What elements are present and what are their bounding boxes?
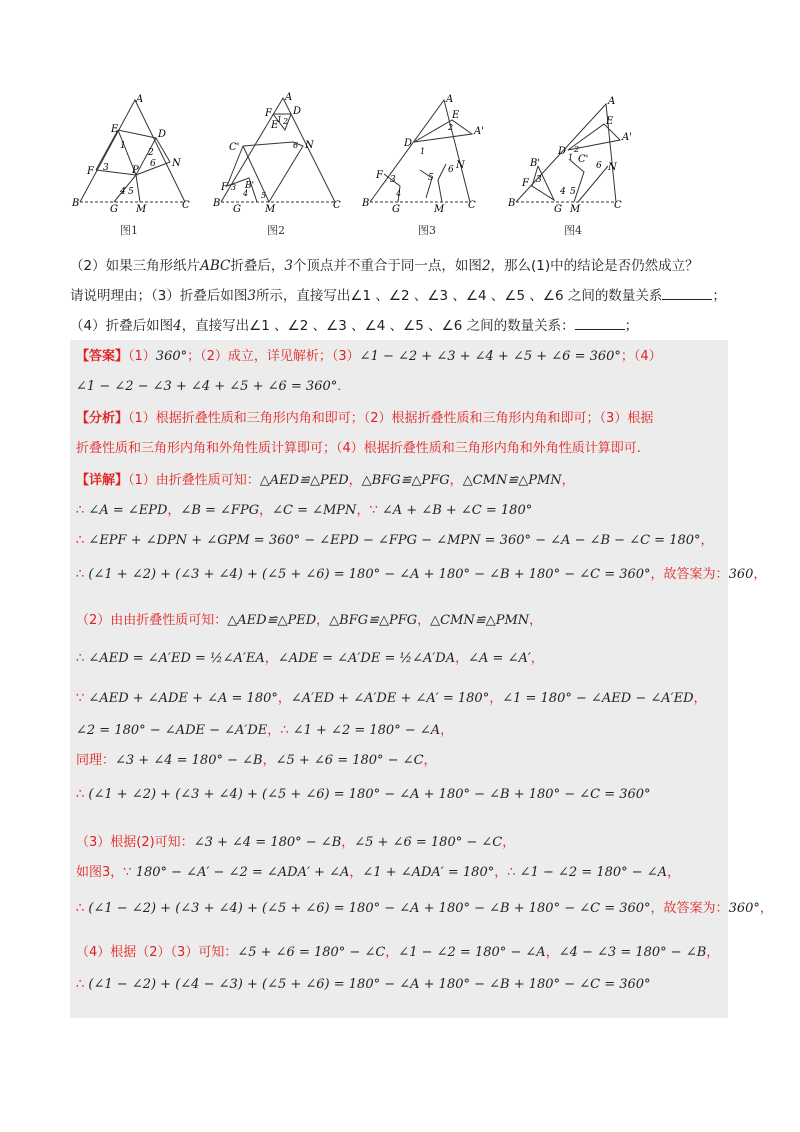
fig3-label: D: [404, 138, 413, 149]
fig1-label: 2: [148, 148, 154, 158]
fig4-label: A: [608, 96, 616, 107]
fig1-label: D: [158, 129, 167, 140]
fig3-label: 1: [420, 147, 426, 156]
detail-2-line-2: ∴ ∠AED = ∠A′ED = ½∠A′EA，∠ADE = ∠A′DE = ½∠A′DA，∠A = ∠A′，: [76, 651, 544, 666]
fig1-label: 3: [103, 163, 109, 173]
figure-caption: 图1: [120, 224, 138, 237]
answer-blank: [662, 287, 712, 300]
fig2-label: M: [265, 204, 276, 215]
fig4-label: 6: [596, 161, 602, 171]
fig4-label: G: [554, 204, 562, 215]
solution-box: [70, 340, 773, 1018]
fig1-label: C: [182, 200, 190, 211]
fig3-label: E: [452, 110, 460, 121]
fig4-label: F: [522, 178, 529, 189]
fig4-label: 1: [568, 153, 574, 162]
fig1-label: 6: [150, 159, 156, 169]
fig4-label: B': [530, 158, 541, 169]
fig3-label: C: [468, 200, 476, 211]
detail-2-line-1: （2）由由折叠性质可知：△AED≌△PED，△BFG≌△PFG，△CMN≌△PMN，: [76, 613, 543, 628]
fig2-label: F: [265, 108, 272, 119]
fig4-label: 5: [570, 187, 576, 197]
fig3-label: N: [456, 160, 465, 171]
detail-1-line-4: ∴ (∠1 + ∠2) + (∠3 + ∠4) + (∠5 + ∠6) = 180° − ∠A + 180° − ∠B + 180° − ∠C = 360°，故答案为：360，: [76, 567, 767, 582]
figures-row: [70, 90, 670, 240]
fig2-label: B: [213, 198, 221, 209]
question-line-3: （4）折叠后如图4，直接写出∠1 、∠2 、∠3 、∠4 、∠5 、∠6 之间的数量关系： ；: [70, 318, 639, 334]
figure-1: [70, 90, 195, 237]
detail-2-line-6: ∴ (∠1 + ∠2) + (∠3 + ∠4) + (∠5 + ∠6) = 180° − ∠A + 180° − ∠B + 180° − ∠C = 360°: [76, 787, 651, 802]
fig4-label: C: [614, 200, 622, 211]
fig4-label: E: [606, 116, 614, 127]
fig1-label: M: [136, 204, 147, 215]
fig2-label: 2: [283, 117, 289, 126]
fig2-label: C': [229, 142, 240, 153]
answer-line-2: ∠1 − ∠2 − ∠3 + ∠4 + ∠5 + ∠6 = 360°．: [76, 379, 351, 394]
analysis-line-1: 【分析】（1）根据折叠性质和三角形内角和即可；（2）根据折叠性质和三角形内角和即可；（3）根据: [76, 411, 654, 426]
detail-2-line-4: ∠2 = 180° − ∠ADE − ∠A′DE，∴ ∠1 + ∠2 = 180° − ∠A，: [76, 723, 454, 738]
fig3-label: 6: [448, 165, 454, 175]
question-line-1: （2）如果三角形纸片ABC折叠后，3个顶点并不重合于同一点，如图2，那么(1)中的结论是否仍然成立？: [70, 258, 699, 274]
fig1-label: G: [110, 204, 118, 215]
fig4-label: C': [578, 154, 589, 165]
fig2-label: B': [245, 181, 255, 191]
figure-4-diagram: [508, 90, 638, 220]
fig2-label: 4: [243, 189, 249, 198]
fig4-label: B: [508, 198, 516, 209]
answer-blank: [575, 317, 625, 330]
detail-4-line-1: （4）根据（2）（3）可知：∠5 + ∠6 = 180° − ∠C，∠1 − ∠2 = 180° − ∠A，∠4 − ∠3 = 180° − ∠B，: [76, 945, 720, 960]
fig2-label: 3: [231, 183, 237, 192]
fig2-label: 1: [277, 115, 283, 124]
fig1-label: 5: [128, 187, 134, 197]
fig3-label: G: [392, 204, 400, 215]
detail-2-line-3: ∵ ∠AED + ∠ADE + ∠A = 180°，∠A′ED + ∠A′DE + ∠A′ = 180°，∠1 = 180° − ∠AED − ∠A′ED，: [76, 691, 707, 706]
detail-3-line-3: ∴ (∠1 − ∠2) + (∠3 + ∠4) + (∠5 + ∠6) = 180° − ∠A + 180° − ∠B + 180° − ∠C = 360°，故答案为：360°，: [76, 901, 773, 916]
figure-4: [508, 90, 638, 237]
figure-caption: 图4: [564, 224, 582, 237]
fig4-label: M: [570, 204, 581, 215]
fig4-label: N: [608, 162, 617, 173]
detail-1-line-1: 【详解】（1）由折叠性质可知：△AED≌△PED，△BFG≌△PFG，△CMN≌△PMN，: [76, 473, 575, 488]
fig2-label: A: [285, 92, 293, 103]
detail-2-line-5: 同理：∠3 + ∠4 = 180° − ∠B，∠5 + ∠6 = 180° − ∠C，: [76, 753, 437, 768]
answer-line-1: 【答案】（1）360°；（2）成立，详见解析；（3）∠1 − ∠2 + ∠3 + ∠4 + ∠5 + ∠6 = 360°；（4）: [76, 349, 662, 364]
detail-4-line-2: ∴ (∠1 − ∠2) + (∠4 − ∠3) + (∠5 + ∠6) = 180° − ∠A + 180° − ∠B + 180° − ∠C = 360°: [76, 977, 651, 992]
fig1-label: A: [136, 94, 144, 105]
analysis-line-2: 折叠性质和三角形内角和外角性质计算即可；（4）根据折叠性质和三角形内角和外角性质计算即可.: [76, 441, 641, 456]
fig3-label: M: [434, 204, 445, 215]
fig2-label: F: [221, 182, 228, 193]
fig4-label: 3: [536, 175, 542, 185]
fig1-label: E: [111, 124, 119, 135]
fig3-label: A: [446, 94, 454, 105]
figure-caption: 图2: [267, 224, 285, 237]
fig2-label: E: [271, 120, 279, 131]
fig3-label: 5: [428, 173, 434, 183]
fig3-label: 4: [396, 189, 402, 198]
fig2-label: 6: [293, 141, 299, 150]
figure-2: [213, 90, 343, 237]
fig1-label: B: [72, 198, 80, 209]
fig2-label: 5: [261, 191, 267, 200]
fig3-label: 3: [390, 175, 396, 185]
figure-3-diagram: [362, 90, 492, 220]
fig1-label: 4: [120, 187, 126, 197]
detail-3-line-2: 如图3，∵ 180° − ∠A′ − ∠2 = ∠ADA′ + ∠A，∠1 + ∠ADA′ = 180°，∴ ∠1 − ∠2 = 180° − ∠A，: [76, 865, 681, 880]
fig1-label: 1: [120, 141, 126, 151]
fig4-label: 4: [560, 187, 566, 197]
fig1-label: P: [132, 165, 139, 176]
figure-3: [362, 90, 492, 237]
fig2-label: C: [333, 200, 341, 211]
fig2-label: D: [293, 106, 302, 117]
fig2-label: N: [305, 140, 314, 151]
detail-3-line-1: （3）根据(2)可知：∠3 + ∠4 = 180° − ∠B，∠5 + ∠6 = 180° − ∠C，: [76, 835, 516, 850]
fig4-label: D: [558, 146, 567, 157]
fig1-label: N: [172, 158, 181, 169]
figure-2-diagram: [213, 90, 343, 220]
figure-1-diagram: [70, 90, 195, 220]
detail-1-line-3: ∴ ∠EPF + ∠DPN + ∠GPM = 360° − ∠EPD − ∠FPG − ∠MPN = 360° − ∠A − ∠B − ∠C = 180°，: [76, 533, 714, 548]
fig1-label: F: [87, 166, 94, 177]
detail-1-line-2: ∴ ∠A = ∠EPD，∠B = ∠FPG，∠C = ∠MPN，∵ ∠A + ∠B + ∠C = 180°: [76, 503, 533, 518]
fig4-label: A': [622, 132, 632, 143]
fig4-label: 2: [574, 145, 580, 154]
fig3-label: 2: [448, 123, 454, 132]
figure-caption: 图3: [418, 224, 436, 237]
fig3-label: A': [474, 126, 484, 137]
fig2-label: G: [233, 204, 241, 215]
fig3-label: F: [376, 170, 383, 181]
fig3-label: B: [362, 198, 370, 209]
question-line-2: 请说明理由；（3）折叠后如图3所示，直接写出∠1 、∠2 、∠3 、∠4 、∠5 、∠6 之间的数量关系 ；: [70, 288, 726, 304]
